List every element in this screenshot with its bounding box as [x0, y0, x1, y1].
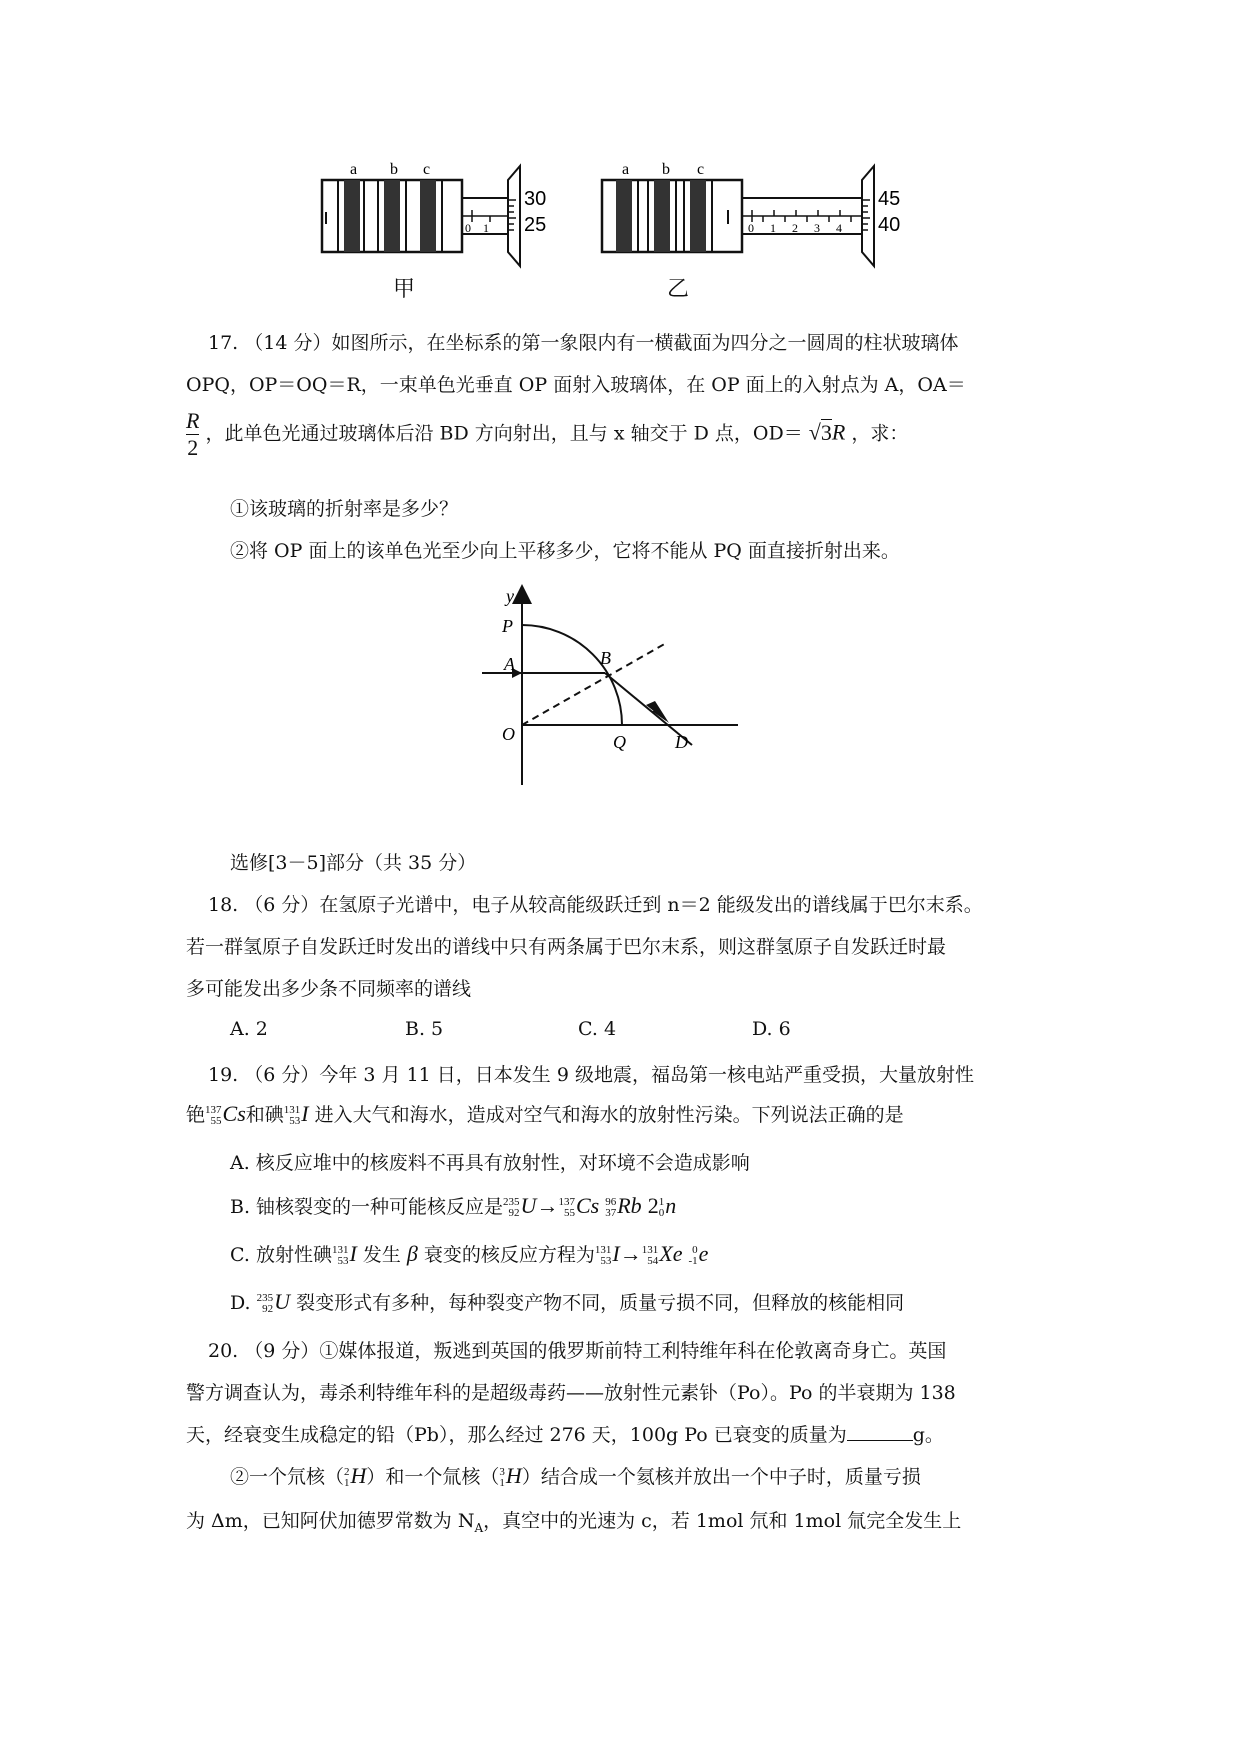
beta-symbol: β — [406, 1241, 418, 1266]
q19-option-b — [230, 1192, 676, 1219]
mark-c: c — [697, 161, 705, 178]
main-tick-2: 2 — [792, 221, 798, 235]
q18-option-b: B. 5 — [405, 1018, 444, 1040]
micrometer-figure-left — [320, 160, 580, 290]
q19-optb-text: B. 铀核裂变的一种可能核反应是 — [230, 1196, 504, 1218]
fraction-denominator: 2 — [187, 435, 199, 460]
q19-optc-post: 衰变的核反应方程为 — [423, 1244, 595, 1266]
q19-line2-a: 铯 — [186, 1104, 206, 1126]
q19-option-c — [230, 1240, 708, 1267]
q19-line1: 19. （6 分）今年 3 月 11 日，日本发生 9 级地震，福岛第一核电站严重受损，大量放射性 — [208, 1064, 974, 1086]
mark-b: b — [662, 161, 670, 178]
main-tick-0: 0 — [748, 221, 754, 235]
u-isotope-numbers — [257, 1293, 274, 1315]
q18-line1: 18. （6 分）在氢原子光谱中，电子从较高能级跃迁到 n＝2 能级发出的谱线属于巴尔末系。 — [208, 894, 983, 916]
cs-isotope-numbers — [558, 1197, 575, 1219]
scale-bottom: 25 — [524, 214, 547, 236]
section-heading: 选修[3－5]部分（共 35 分） — [230, 852, 477, 874]
q17-line3-end: ，求： — [851, 422, 909, 445]
arrow: → — [619, 1241, 642, 1266]
i-atomic: 53 — [337, 1255, 349, 1267]
cs-mass: 137 — [558, 1196, 575, 1208]
q19-optd-post: 裂变形式有多种，每种裂变产物不同，质量亏损不同，但释放的核能相同 — [296, 1292, 905, 1314]
q20-line2: 警方调查认为，毒杀利特维年科的是超级毒药——放射性元素钋（Po）。Po 的半衰期为 138 — [186, 1382, 956, 1404]
q19-option-d — [230, 1288, 904, 1315]
q19-line2 — [186, 1100, 904, 1127]
xe-atomic: 54 — [647, 1255, 659, 1267]
label-y: y — [506, 586, 514, 606]
u-symbol: U — [520, 1193, 537, 1218]
n-atomic: 0 — [658, 1207, 665, 1219]
label-O: O — [502, 724, 515, 744]
h3-symbol: H — [505, 1463, 522, 1488]
q20-line5 — [186, 1506, 961, 1535]
rb-atomic: 37 — [605, 1207, 617, 1219]
sqrt-variable: R — [831, 419, 846, 445]
h2-symbol: H — [350, 1463, 367, 1488]
i-symbol: I — [301, 1101, 309, 1126]
n-isotope-numbers — [659, 1197, 665, 1219]
q20-line4 — [230, 1462, 921, 1489]
u-isotope-numbers — [503, 1197, 520, 1219]
h3-mass: 3 — [499, 1466, 505, 1478]
q17-line3 — [186, 408, 908, 461]
main-tick-4: 4 — [836, 221, 842, 235]
rb-symbol: Rb — [617, 1193, 642, 1218]
q17-sub2: ②将 OP 面上的该单色光至少向上平移多少，它将不能从 PQ 面直接折射出来。 — [230, 540, 900, 562]
i-symbol: I — [349, 1241, 357, 1266]
q20-line1: 20. （9 分）①媒体报道，叛逃到英国的俄罗斯前特工利特维年科在伦敦离奇身亡。英国 — [208, 1340, 947, 1362]
i-isotope-numbers — [332, 1245, 349, 1267]
h3-isotope-numbers — [499, 1467, 505, 1489]
sqrt-expression: √3R — [808, 419, 846, 445]
label-D: D — [675, 732, 688, 752]
label-Q: Q — [613, 732, 626, 752]
rb-isotope-numbers — [605, 1197, 616, 1219]
q19-line2-b: 和碘 — [245, 1104, 284, 1126]
sqrt-radicand: 3 — [820, 419, 832, 445]
i-isotope-numbers — [595, 1245, 612, 1267]
mark-b: b — [390, 161, 398, 178]
label-P: P — [502, 616, 513, 636]
q19-optc-pre: C. 放射性碘 — [230, 1244, 332, 1266]
q20-line5-text: 为 Δm，已知阿伏加德罗常数为 N — [186, 1510, 475, 1532]
q17-line2: OPQ，OP＝OQ＝R，一束单色光垂直 OP 面射入玻璃体，在 OP 面上的入射点为 A，OA＝ — [186, 374, 966, 396]
q20-line3-pre: 天，经衰变生成稳定的铅（Pb），那么经过 276 天，100g Po 已衰变的质量为 — [186, 1424, 847, 1446]
cs-atomic: 55 — [563, 1207, 575, 1219]
h2-atomic: 1 — [344, 1477, 350, 1489]
answer-blank[interactable] — [847, 1440, 913, 1441]
q18-line3: 多可能发出多少条不同频率的谱线 — [186, 978, 472, 1000]
q20-line4-a: ②一个氘核（ — [230, 1466, 345, 1488]
q18-line2: 若一群氢原子自发跃迁时发出的谱线中只有两条属于巴尔末系，则这群氢原子自发跃迁时最 — [186, 936, 947, 958]
e-mass: 0 — [692, 1244, 698, 1256]
mark-c: c — [423, 161, 431, 178]
arrow: → — [536, 1193, 559, 1218]
caption-left: 甲 — [393, 277, 416, 302]
cs-atomic: 55 — [210, 1115, 222, 1127]
label-B: B — [600, 648, 611, 668]
e-atomic: -1 — [688, 1255, 698, 1267]
mark-a: a — [622, 161, 630, 178]
fraction-r-over-2 — [186, 408, 199, 461]
i-symbol: I — [612, 1241, 620, 1266]
main-tick-3: 3 — [814, 221, 820, 235]
main-tick-1: 1 — [770, 221, 776, 235]
q20-line3-post: g。 — [912, 1424, 944, 1446]
cs-symbol: Cs — [222, 1101, 246, 1126]
micrometer-figure-right — [600, 160, 930, 290]
q18-option-a: A. 2 — [230, 1018, 268, 1040]
optics-diagram — [470, 580, 770, 790]
q17-line3-text: ，此单色光通过玻璃体后沿 BD 方向射出，且与 x 轴交于 D 点，OD＝ — [205, 422, 803, 445]
q18-option-c: C. 4 — [578, 1018, 617, 1040]
xe-symbol: Xe — [659, 1241, 683, 1266]
e-isotope-numbers — [689, 1245, 698, 1267]
q20-line5-end: ，真空中的光速为 c，若 1mol 氘和 1mol 氚完全发生上 — [483, 1510, 962, 1532]
i-atomic: 53 — [289, 1115, 301, 1127]
main-tick-1: 1 — [483, 221, 489, 235]
q20-line4-c: ）结合成一个氦核并放出一个中子时，质量亏损 — [521, 1466, 921, 1488]
neutron-coefficient: 2 — [647, 1193, 659, 1218]
scale-top: 45 — [878, 188, 901, 210]
e-symbol: e — [698, 1241, 709, 1266]
n-symbol: n — [665, 1193, 677, 1218]
xe-mass: 131 — [641, 1244, 659, 1256]
h2-mass: 2 — [344, 1466, 350, 1478]
u-mass: 235 — [503, 1196, 520, 1208]
i-mass: 131 — [283, 1104, 301, 1116]
q19-optd-pre: D. — [230, 1292, 251, 1314]
main-tick-0: 0 — [465, 221, 471, 235]
q19-line2-c: 进入大气和海水，造成对空气和海水的放射性污染。下列说法正确的是 — [314, 1104, 904, 1126]
u-atomic: 92 — [508, 1207, 520, 1219]
dashed-normal — [522, 642, 668, 725]
label-A: A — [504, 654, 515, 674]
h3-atomic: 1 — [499, 1477, 505, 1489]
scale-bottom: 40 — [878, 214, 901, 236]
q18-option-d: D. 6 — [752, 1018, 791, 1040]
avogadro-subscript: A — [474, 1520, 484, 1535]
i-mass: 131 — [594, 1244, 612, 1256]
fraction-numerator: R — [186, 408, 200, 433]
cs-symbol: Cs — [575, 1193, 600, 1218]
scale-top: 30 — [524, 188, 547, 210]
u-mass: 235 — [256, 1292, 274, 1304]
q19-option-a: A. 核反应堆中的核废料不再具有放射性，对环境不会造成影响 — [230, 1152, 750, 1174]
q20-line3 — [186, 1420, 944, 1447]
q19-optc-mid: 发生 — [362, 1244, 401, 1266]
i-isotope-numbers — [284, 1105, 301, 1127]
cs-mass: 137 — [205, 1104, 222, 1116]
mark-a: a — [350, 161, 358, 178]
rb-mass: 96 — [605, 1196, 617, 1208]
n-mass: 1 — [658, 1196, 665, 1208]
u-atomic: 92 — [262, 1303, 274, 1315]
caption-right: 乙 — [667, 277, 690, 302]
i-atomic: 53 — [600, 1255, 612, 1267]
xe-isotope-numbers — [642, 1245, 659, 1267]
q17-sub1: ①该玻璃的折射率是多少？ — [230, 498, 459, 520]
i-mass: 131 — [331, 1244, 349, 1256]
q20-line4-b: ）和一个氚核（ — [366, 1466, 500, 1488]
cs-isotope-numbers — [205, 1105, 222, 1127]
q17-line1: 17. （14 分）如图所示，在坐标系的第一象限内有一横截面为四分之一圆周的柱状玻璃体 — [208, 332, 959, 354]
u-symbol: U — [274, 1289, 291, 1314]
h2-isotope-numbers — [344, 1467, 350, 1489]
